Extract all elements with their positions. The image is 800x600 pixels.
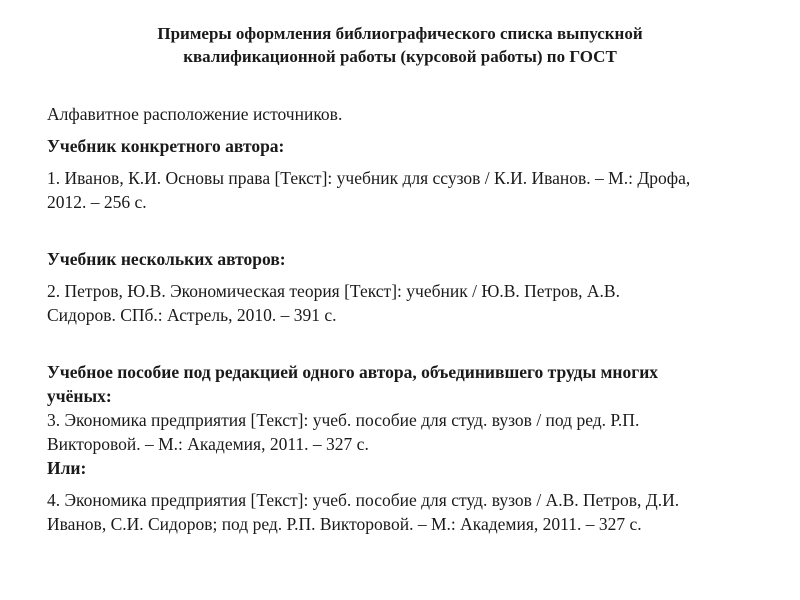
heading-edited-textbook [47,360,767,408]
example-4 [47,488,767,536]
example-4-line-2: Иванов, С.И. Сидоров; под ред. Р.П. Викторовой. – М.: Академия, 2011. – 327 с. [47,514,642,534]
example-1-line-1: 1. Иванов, К.И. Основы права [Текст]: учебник для ссузов / К.И. Иванов. – М.: Дрофа, [47,168,691,188]
example-2-line-1: 2. Петров, Ю.В. Экономическая теория [Текст]: учебник / Ю.В. Петров, А.В. [47,281,620,301]
heading-or: Или: [47,458,87,478]
title-line-1: Примеры оформления библиографического списка выпускной [157,24,643,43]
heading-multiple-authors: Учебник нескольких авторов: [47,249,286,269]
example-2 [47,279,767,327]
heading-edited-line-1: Учебное пособие под редакцией одного автора, объединившего труды многих [47,362,659,382]
heading-edited-line-2: учёных: [47,386,112,406]
example-3 [47,408,767,456]
example-1 [47,166,767,214]
example-3-line-1: 3. Экономика предприятия [Текст]: учеб. пособие для студ. вузов / под ред. Р.П. [47,410,640,430]
intro-text: Алфавитное расположение источников. [47,104,343,124]
heading-single-author: Учебник конкретного автора: [47,136,285,156]
example-4-line-1: 4. Экономика предприятия [Текст]: учеб. пособие для студ. вузов / А.В. Петров, Д.И. [47,490,680,510]
bibliography-content [47,102,767,536]
title-line-2: квалификационной работы (курсовой работы) по ГОСТ [183,47,617,66]
example-2-line-2: Сидоров. СПб.: Астрель, 2010. – 391 с. [47,305,337,325]
page-title [60,22,740,68]
example-3-line-2: Викторовой. – М.: Академия, 2011. – 327 с. [47,434,369,454]
example-1-line-2: 2012. – 256 с. [47,192,147,212]
